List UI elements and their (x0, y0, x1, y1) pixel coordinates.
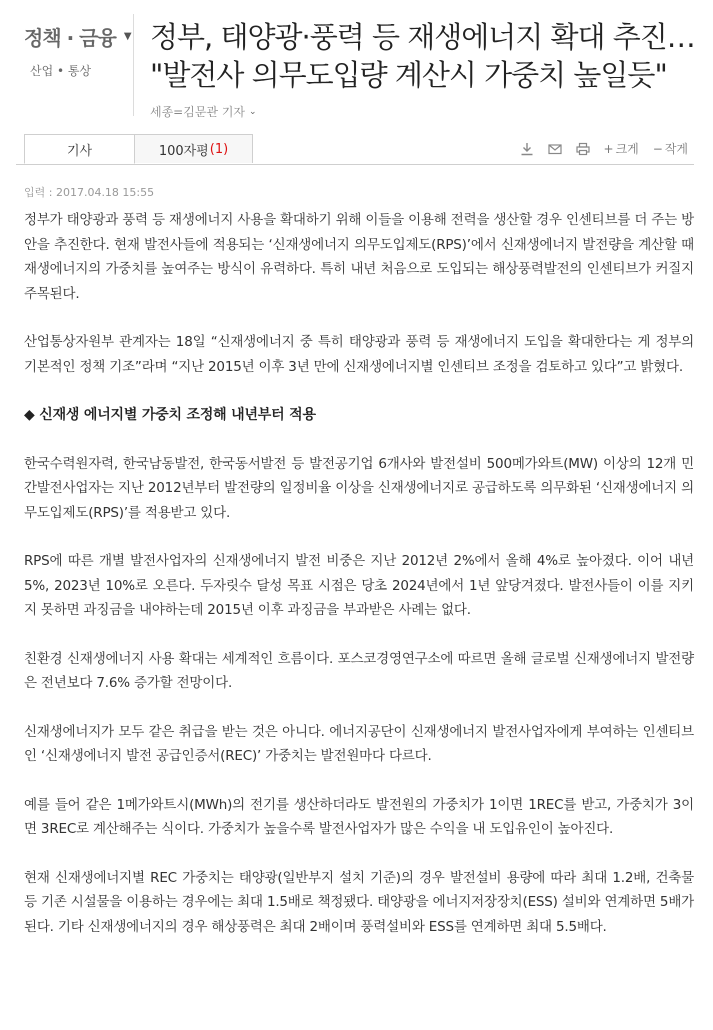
headline-line-1: 정부, 태양광·풍력 등 재생에너지 확대 추진… (150, 20, 695, 54)
download-icon[interactable] (520, 142, 534, 156)
chevron-down-icon: ⌄ (249, 106, 257, 117)
article-tools (520, 140, 689, 157)
tab-comments[interactable] (135, 134, 253, 163)
article-subheading: ◆ 신재생 에너지별 가중치 조정해 내년부터 적용 (24, 407, 316, 423)
byline[interactable] (150, 103, 257, 120)
comment-count: (1) (209, 141, 229, 157)
paragraph: 신재생에너지가 모두 같은 취급을 받는 것은 아니다. 에너지공단이 신재생에너지 발전사업자에게 부여하는 인센티브인 ‘신재생에너지 발전 공급인증서(REC)’ 가중치는 발전원마다 다르다. (24, 723, 694, 764)
font-bigger-label: 크게 (615, 142, 639, 156)
tab-article[interactable]: 기사 (24, 134, 135, 164)
paragraph: RPS에 따른 개별 발전사업자의 신재생에너지 발전 비중은 지난 2012년 2%에서 올해 4%로 높아졌다. 이어 내년 5%, 2023년 10%로 오른다. 두자릿수 달성 목표 시점은 당초 2024년에서 1년 앞당겨졌다. 발전사들이 이를 지키지 못하면 과징금을 내야하는데 2015년 이후 과징금을 부과받은 사례는 없다. (24, 553, 694, 618)
article-header (0, 0, 713, 132)
headline-line-2: "발전사 의무도입량 계산시 가중치 높일듯" (150, 58, 667, 92)
font-smaller-label: 작게 (664, 142, 688, 156)
section-menu[interactable] (24, 22, 131, 51)
print-icon[interactable] (576, 142, 590, 156)
paragraph: 산업통상자원부 관계자는 18일 “신재생에너지 중 특히 태양광과 풍력 등 재생에너지 도입을 확대한다는 게 정부의 기본적인 정책 기조”라며 “지난 2015년 이후 3년 만에 신재생에너지별 인센티브 조정을 검토하고 있다”고 밝혔다. (24, 334, 694, 375)
chevron-down-icon: ▼ (123, 31, 131, 42)
paragraph: 친환경 신재생에너지 사용 확대는 세계적인 흐름이다. 포스코경영연구소에 따르면 올해 글로벌 신재생에너지 발전량은 전년보다 7.6% 증가할 전망이다. (24, 650, 694, 691)
tab-comments-label: 100자평 (158, 143, 209, 159)
minus-icon: − (652, 141, 663, 156)
headline (150, 18, 705, 94)
section-title: 정책 · 금융 (24, 26, 116, 50)
divider (133, 14, 134, 116)
subsection-link[interactable]: 산업 • 통상 (30, 64, 92, 78)
publish-timestamp: 입력 : 2017.04.18 15:55 (24, 186, 155, 199)
reporter-name: 세종=김문관 기자 (150, 105, 246, 119)
plus-icon: + (603, 141, 614, 156)
font-bigger-button[interactable] (604, 140, 639, 157)
paragraph: 현재 신재생에너지별 REC 가중치는 태양광(일반부지 설치 기준)의 경우 발전설비 용량에 따라 최대 1.2배, 건축물 등 기존 시설물을 이용하는 경우에는 최대 1.5배로 책정됐다. 태양광을 에너지저장장치(ESS) 설비와 연계하면 5배가 된다. 기타 신재생에너지의 경우 해상풍력은 최대 2배이며 풍력설비와 ESS를 연계하면 최대 5.5배다. (24, 869, 694, 935)
paragraph: 정부가 태양광과 풍력 등 재생에너지 사용을 확대하기 위해 이들을 이용해 전력을 생산할 경우 인센티브를 더 주는 방안을 추진한다. 현재 발전사들에 적용되는 ‘신재생에너지 의무도입제도(RPS)’에서 신재생에너지 발전량을 계산할 때 재생에너지의 가중치를 높여주는 방식이 유력하다. 특히 내년 처음으로 도입되는 해상풍력발전의 인센티브가 커질지 주목된다. (24, 212, 694, 302)
font-smaller-button[interactable] (653, 140, 688, 157)
article-body (24, 208, 694, 963)
email-icon[interactable] (548, 142, 562, 156)
paragraph: 한국수력원자력, 한국남동발전, 한국동서발전 등 발전공기업 6개사와 발전설비 500메가와트(MW) 이상의 12개 민간발전사업자는 지난 2012년부터 발전량의 일정비율 이상을 신재생에너지로 공급하도록 의무화된 ‘신재생에너지 의무도입제도(RPS)’를 적용받고 있다. (24, 455, 694, 521)
article-tabs (16, 134, 694, 165)
paragraph: 예를 들어 같은 1메가와트시(MWh)의 전기를 생산하더라도 발전원의 가중치가 1이면 1REC를 받고, 가중치가 3이면 3REC로 계산해주는 식이다. 가중치가 높을수록 발전사업자가 많은 수익을 내 도입유인이 높아진다. (24, 796, 694, 837)
